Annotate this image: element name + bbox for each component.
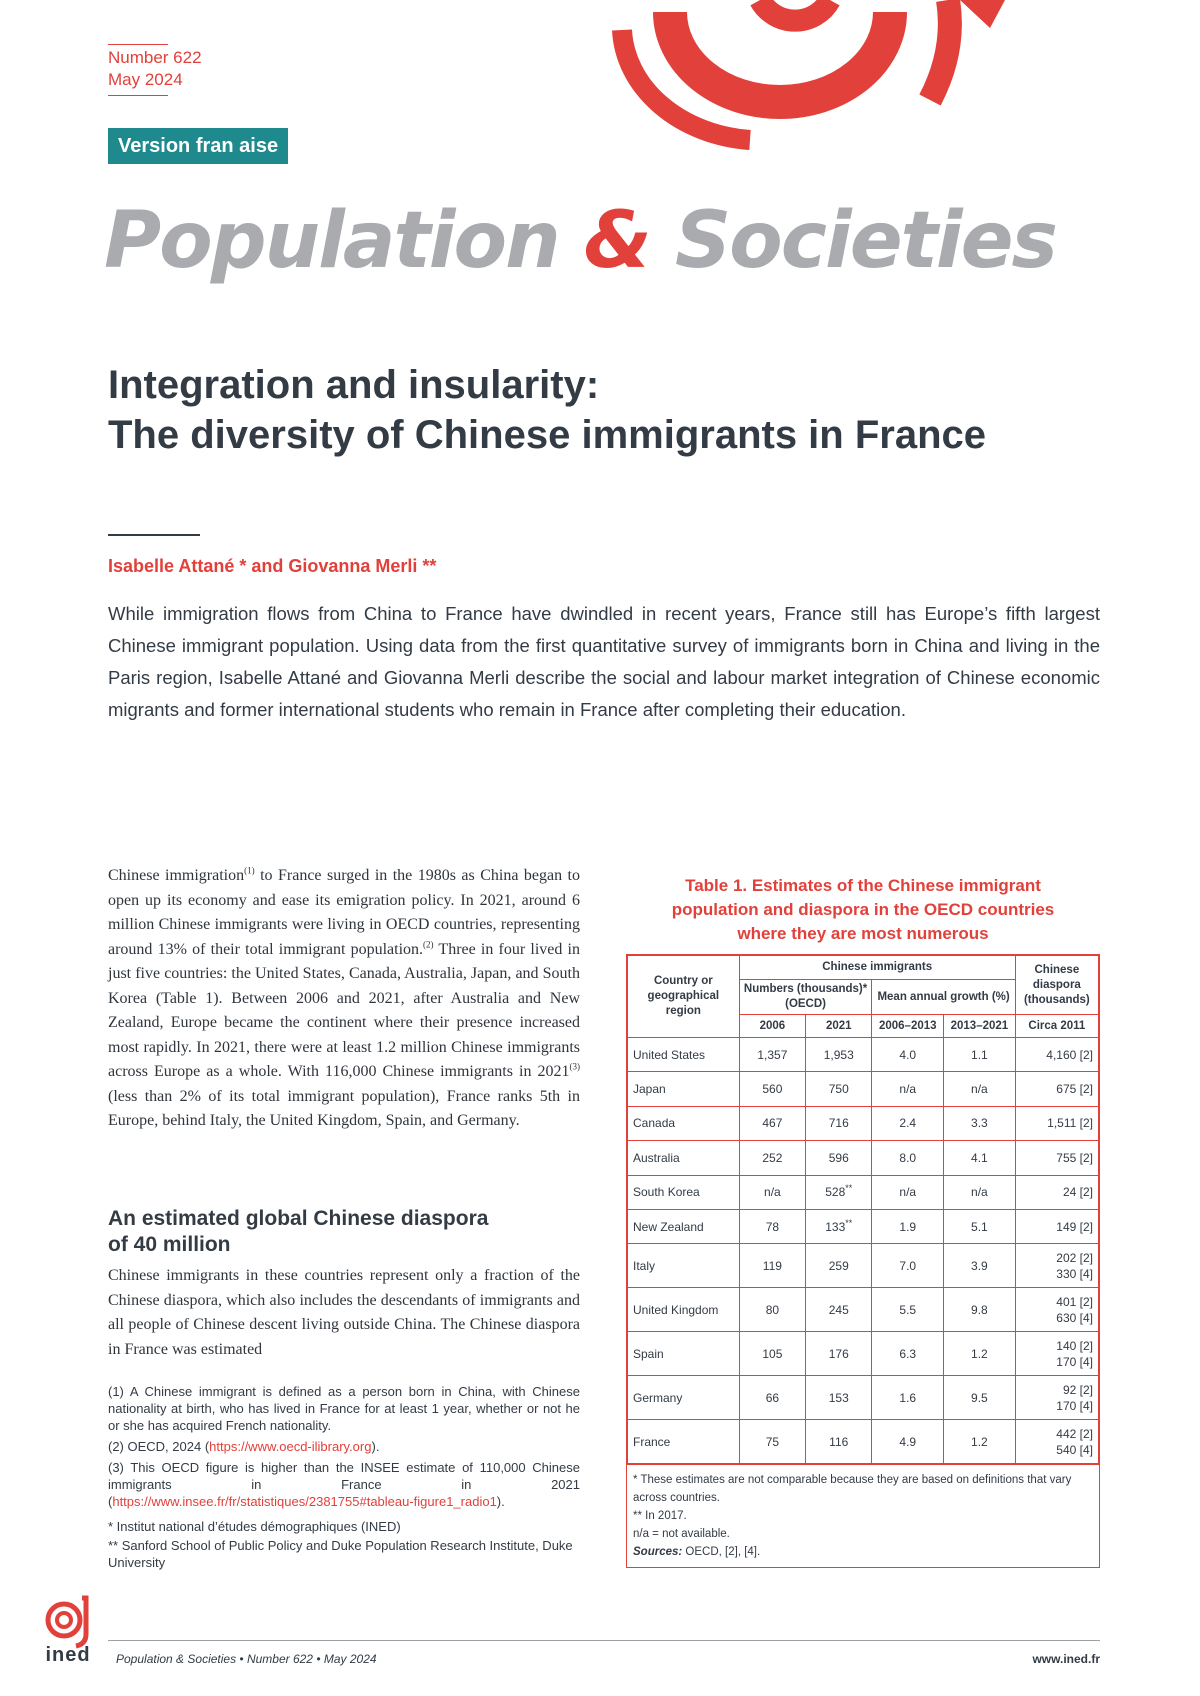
header-diaspora: Chinese diaspora (thousands): [1015, 956, 1098, 1015]
footnote-1: (1) A Chinese immigrant is defined as a person born in China, with Chinese nationality at birth, who has lived in France for at least 1 year, whether or not he or she has acquired French nationality.: [108, 1384, 580, 1433]
table-row: Japan 560 750 n/a n/a 675 [2]: [628, 1072, 1099, 1106]
table-row: New Zealand 78 133** 1.9 5.1 149 [2]: [628, 1209, 1099, 1243]
body-paragraph-1: Chinese immigration$^{(1)}$ to France surged in the 1980s as China began to open up its economy and ease its emigration policy. In 2021, around 6 million Chinese immigrants were living in OECD countries, representing around 13% of their total immigrant population.$^{(2)}$ Three in four lived in just five countries: the United States, Canada, Australia, Japan, and South Korea (Table 1). Between 2006 and 2021, after Australia and New Zealand, Europe became the continent where their presence increased most rapidly. In 2021, there were at least 1.2 million Chinese immigrants across Europe as a whole. With 116,000 Chinese immigrants in 2021$^{(3)}$ (less than 2% of its total immigrant population), France ranks 5th in Europe, behind Italy, the United Kingdom, Spain, and Germany.: [108, 865, 580, 1129]
footnotes: [108, 1383, 580, 1573]
ined-wordmark: ined: [45, 1644, 91, 1666]
table-row: Spain 105 176 6.3 1.2 140 [2] 170 [4]: [628, 1332, 1099, 1376]
header-growth: Mean annual growth (%): [872, 980, 1015, 1015]
header-country: Country or geographical region: [628, 956, 740, 1038]
table-note-2: ** In 2017.: [633, 1510, 687, 1523]
footer-citation: Population & Societies • Number 622 • May 2024: [116, 1652, 377, 1666]
table-title: Table 1. Estimates of the Chinese immigrant population and diaspora in the OECD countries where they are most numerous: [671, 876, 1055, 943]
journal-title: [104, 196, 1056, 286]
data-table: [626, 954, 1100, 1568]
table-note-3: n/a = not available.: [633, 1528, 730, 1541]
affiliation-2: ** Sanford School of Public Policy and Duke Population Research Institute, Duke University: [108, 1538, 573, 1570]
logo-arcs-graphic: [560, 0, 1120, 150]
table-row: Germany 66 153 1.6 9.5 92 [2] 170 [4]: [628, 1376, 1099, 1420]
header-circa-2011: Circa 2011: [1015, 1015, 1098, 1038]
french-version-link[interactable]: Version fran aise: [108, 128, 288, 164]
header-numbers: Numbers (thousands)* (OECD): [739, 980, 872, 1015]
table-sources: Sources: OECD, [2], [4].: [633, 1546, 761, 1559]
title-line-2: The diversity of Chinese immigrants in France: [108, 413, 987, 457]
journal-word-population: Population: [104, 196, 559, 286]
header-2021: 2021: [806, 1015, 872, 1038]
table-row: South Korea n/a 528** n/a n/a 24 [2]: [628, 1175, 1099, 1209]
footnote-3: (3) This OECD figure is higher than the INSEE estimate of 110,000 Chinese immigrants in France in 2021 (https://www.insee.fr/fr/statistiques/2381755#tableau-figure1_radio1).: [108, 1460, 580, 1509]
footnote-ref-2[interactable]: (2): [423, 939, 434, 950]
table-row: United Kingdom 80 245 5.5 9.8 401 [2] 630 [4]: [628, 1288, 1099, 1332]
title-line-1: Integration and insularity:: [108, 363, 600, 407]
header-2006: 2006: [739, 1015, 805, 1038]
authors: Isabelle Attané * and Giovanna Merli **: [108, 556, 437, 576]
oecd-link[interactable]: https://www.oecd-ilibrary.org: [209, 1439, 372, 1454]
table-row: United States 1,357 1,953 4.0 1.1 4,160 [2]: [628, 1038, 1099, 1072]
header-immigrants: Chinese immigrants: [739, 956, 1015, 980]
section-heading: An estimated global Chinese diaspora of 40 million: [108, 1207, 489, 1256]
table-row: Italy 119 259 7.0 3.9 202 [2] 330 [4]: [628, 1244, 1099, 1288]
table-row: Canada 467 716 2.4 3.3 1,511 [2]: [628, 1106, 1099, 1140]
table-note-1: * These estimates are not comparable because they are based on definitions that vary across countries.: [633, 1474, 1072, 1505]
abstract: While immigration flows from China to France have dwindled in recent years, France still has Europe’s fifth largest Chinese immigrant population. Using data from the first quantitative survey of immigrants born in China and living in the Paris region, Isabelle Attané and Giovanna Merli describe the social and labour market integration of Chinese economic migrants and former international students who remain in France after completing their education.: [108, 603, 1100, 720]
journal-word-societies: Societies: [674, 196, 1056, 286]
issue-info: [108, 44, 202, 96]
journal-ampersand: &: [583, 196, 650, 286]
footer-website-link[interactable]: www.ined.fr: [1032, 1652, 1100, 1666]
title-divider: [108, 534, 200, 536]
header-growth-2006-2013: 2006–2013: [872, 1015, 944, 1038]
footnote-ref-1[interactable]: (1): [244, 865, 255, 876]
article-title: [108, 360, 1108, 460]
insee-link[interactable]: https://www.insee.fr/fr/statistiques/2381755#tableau-figure1_radio1: [112, 1494, 497, 1509]
table-row: France 75 116 4.9 1.2 442 [2] 540 [4]: [628, 1420, 1099, 1464]
table-notes: [627, 1464, 1099, 1567]
affiliations: [108, 1518, 580, 1571]
body-paragraph-2: Chinese immigrants in these countries represent only a fraction of the Chinese diaspora, which also includes the descendants of immigrants and all people of Chinese descent living outside China. The Chinese diaspora in France was estimated: [108, 1267, 580, 1358]
footnote-2: (2) OECD, 2024 (https://www.oecd-ilibrary.org).: [108, 1439, 380, 1454]
issue-date: May 2024: [108, 70, 183, 89]
issue-number: Number 622: [108, 48, 202, 67]
affiliation-1: * Institut national d’études démographiques (INED): [108, 1519, 401, 1534]
header-growth-2013-2021: 2013–2021: [944, 1015, 1016, 1038]
footnote-ref-3[interactable]: (3): [569, 1061, 580, 1072]
footer-divider: [108, 1640, 1100, 1641]
table-row: Australia 252 596 8.0 4.1 755 [2]: [628, 1141, 1099, 1175]
